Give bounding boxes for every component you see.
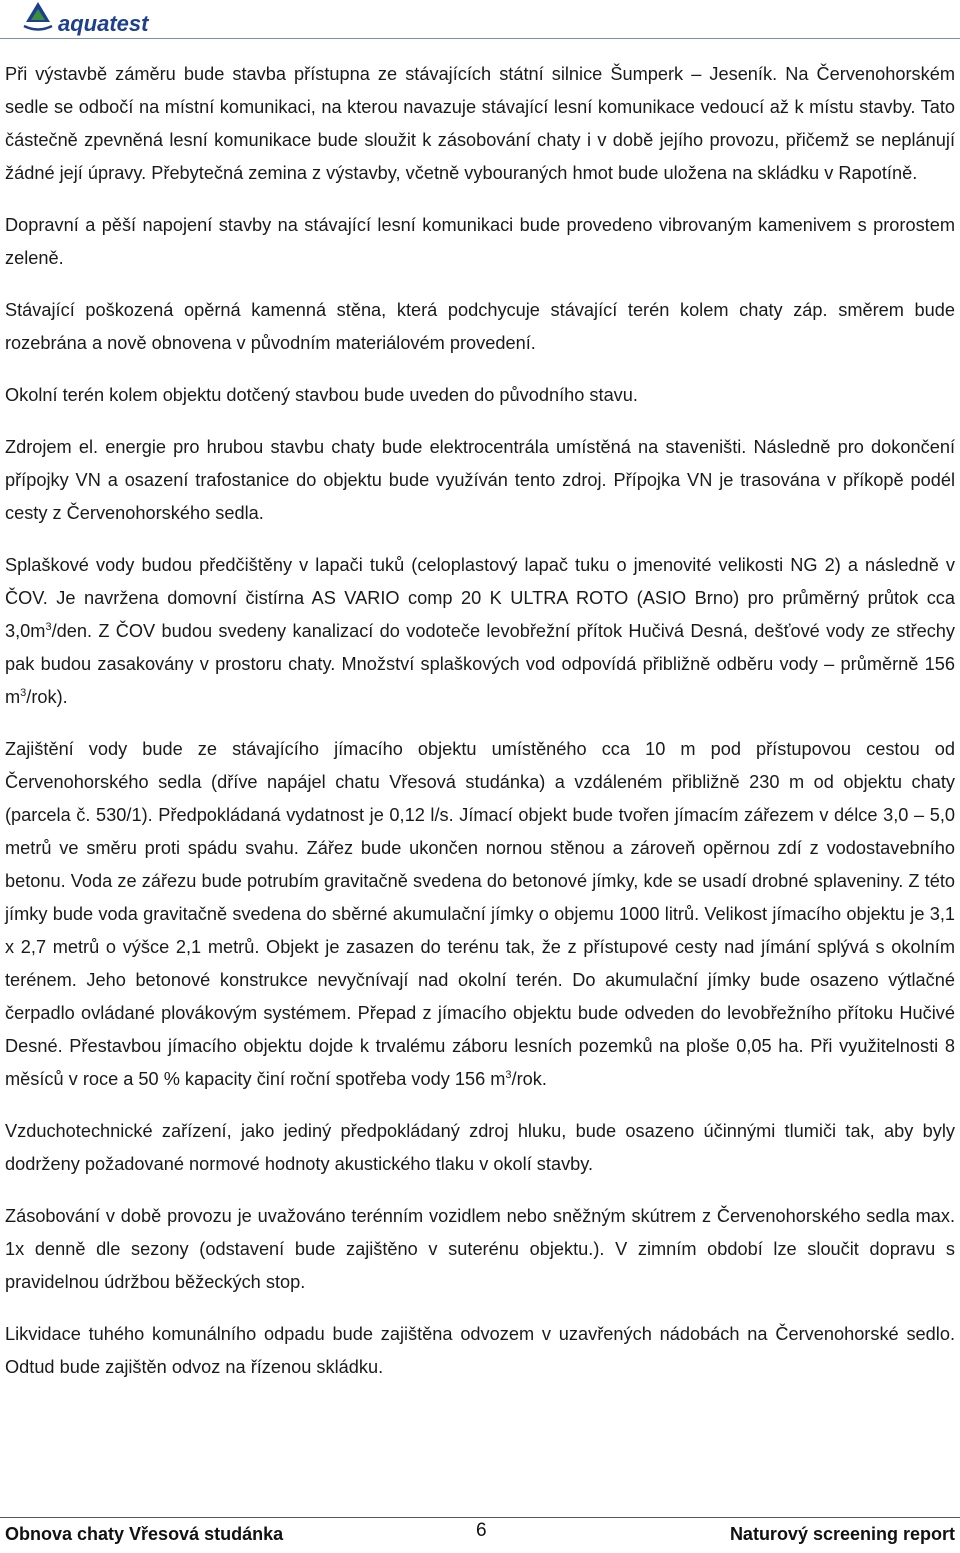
paragraph-waste: Likvidace tuhého komunálního odpadu bude zajištěna odvozem v uzavřených nádobách na Červenohorské sedlo. Odtud bude zajištěn odvoz na řízenou skládku. xyxy=(5,1324,955,1377)
logo-text: aquatest xyxy=(58,11,149,36)
page-footer xyxy=(5,1520,955,1548)
text-run: /den. Z ČOV budou svedeny kanalizací do vodoteče levobřežní přítok Hučivá Desná, dešťové vody ze střechy pak budou zasakovány v prostoru chaty. Množství splaškových vod odpovídá přibližně odběru vody – průměrně 156 m xyxy=(5,621,955,707)
header-divider xyxy=(0,38,960,39)
footer-report-title: Naturový screening report xyxy=(729,1524,955,1544)
superscript: 3 xyxy=(505,1068,512,1081)
paragraph-electricity: Zdrojem el. energie pro hrubou stavbu chaty bude elektrocentrála umístěná na staveništi. Následně pro dokončení přípojky VN a osazení trafostanice do objektu bude využíván tento zdroj. Přípojka VN je trasována v příkopě podél cesty z Červenohorského sedla. xyxy=(5,437,955,523)
superscript: 3 xyxy=(20,686,27,699)
footer-project-title: Obnova chaty Vřesová studánka xyxy=(5,1524,284,1544)
paragraph-access: Při výstavbě záměru bude stavba přístupna ze stávajících státní silnice Šumperk – Jeseník. Na Červenohorském sedle se odbočí na místní komunikaci, na kterou navazuje stávající lesní komunikace vedoucí až k místu stavby. Tato částečně zpevněná lesní komunikace bude sloužit k zásobování chaty i v době jejího provozu, přičemž se neplánují žádné její úpravy. Přebytečná zemina z výstavby, včetně vybouraných hmot bude uložena na skládku v Rapotíně. xyxy=(5,64,955,183)
text-run: /rok. xyxy=(511,1069,547,1089)
paragraph-water-supply xyxy=(5,733,955,1096)
document-body xyxy=(5,58,955,1403)
footer-divider xyxy=(0,1517,960,1518)
text-run: Splaškové vody budou předčištěny v lapači tuků (celoplastový lapač tuku o jmenovité velikosti NG 2) a následně v ČOV. Je navržena domovní čistírna AS VARIO comp 20 K ULTRA ROTO (ASIO Brno) pro průměrný průtok cca 3,0m xyxy=(5,555,955,641)
paragraph-wastewater xyxy=(5,549,955,714)
paragraph-ventilation: Vzduchotechnické zařízení, jako jediný předpokládaný zdroj hluku, bude osazeno účinnými tlumiči tak, aby byly dodrženy požadované normové hodnoty akustického tlaku v okolí stavby. xyxy=(5,1121,955,1174)
page-header xyxy=(0,0,960,40)
page-number: 6 xyxy=(476,1520,487,1541)
text-run: Zajištění vody bude ze stávajícího jímacího objektu umístěného cca 10 m pod přístupovou cestou od Červenohorského sedla (dříve napájel chatu Vřesová studánka) a vzdáleném přibližně 230 m od objektu chaty (parcela č. 530/1). Předpokládaná vydatnost je 0,12 l/s. Jímací objekt bude tvořen jímacím zářezem v délce 3,0 – 5,0 metrů ve směru proti spádu svahu. Zářez bude ukončen nornou stěnou a zároveň opěrnou zdí z vodostavebního betonu. Voda ze zářezu bude potrubím gravitačně svedena do betonové jímky, kde se usadí drobné splaveniny. Z této jímky bude voda gravitačně svedena do sběrné akumulační jímky o objemu 1000 litrů. Velikost jímacího objektu je 3,1 x 2,7 metrů o výšce 2,1 metrů. Objekt je zasazen do terénu tak, že z přístupové cesty nad jímání splývá s okolním terénem. Jeho betonové konstrukce nevyčnívají nad okolní terén. Do akumulační jímky bude osazeno výtlačné čerpadlo ovládané plovákovým systémem. Přepad z jímacího objektu bude odveden do levobřežního přítoku Hučivé Desné. Přestavbou jímacího objektu dojde k trvalému záboru lesních pozemků na ploše 0,05 ha. Při využitelnosti 8 měsíců v roce a 50 % kapacity činí roční spotřeba vody 156 m xyxy=(5,739,955,1089)
paragraph-supply-transport: Zásobování v době provozu je uvažováno terénním vozidlem nebo sněžným skútrem z Červenohorského sedla max. 1x denně dle sezony (odstavení bude zajištěno v suterénu objektu.). V zimním období lze sloučit dopravu s pravidelnou údržbou běžeckých stop. xyxy=(5,1206,955,1292)
superscript: 3 xyxy=(45,620,52,633)
paragraph-retaining-wall: Stávající poškozená opěrná kamenná stěna, která podchycuje stávající terén kolem chaty záp. směrem bude rozebrána a nově obnovena v původním materiálovém provedení. xyxy=(5,300,955,353)
aquatest-logo xyxy=(10,0,180,38)
text-run: /rok). xyxy=(26,687,68,707)
paragraph-connection: Dopravní a pěší napojení stavby na stávající lesní komunikaci bude provedeno vibrovaným kamenivem s prorostem zeleně. xyxy=(5,215,955,268)
paragraph-terrain: Okolní terén kolem objektu dotčený stavbou bude uveden do původního stavu. xyxy=(5,385,638,405)
